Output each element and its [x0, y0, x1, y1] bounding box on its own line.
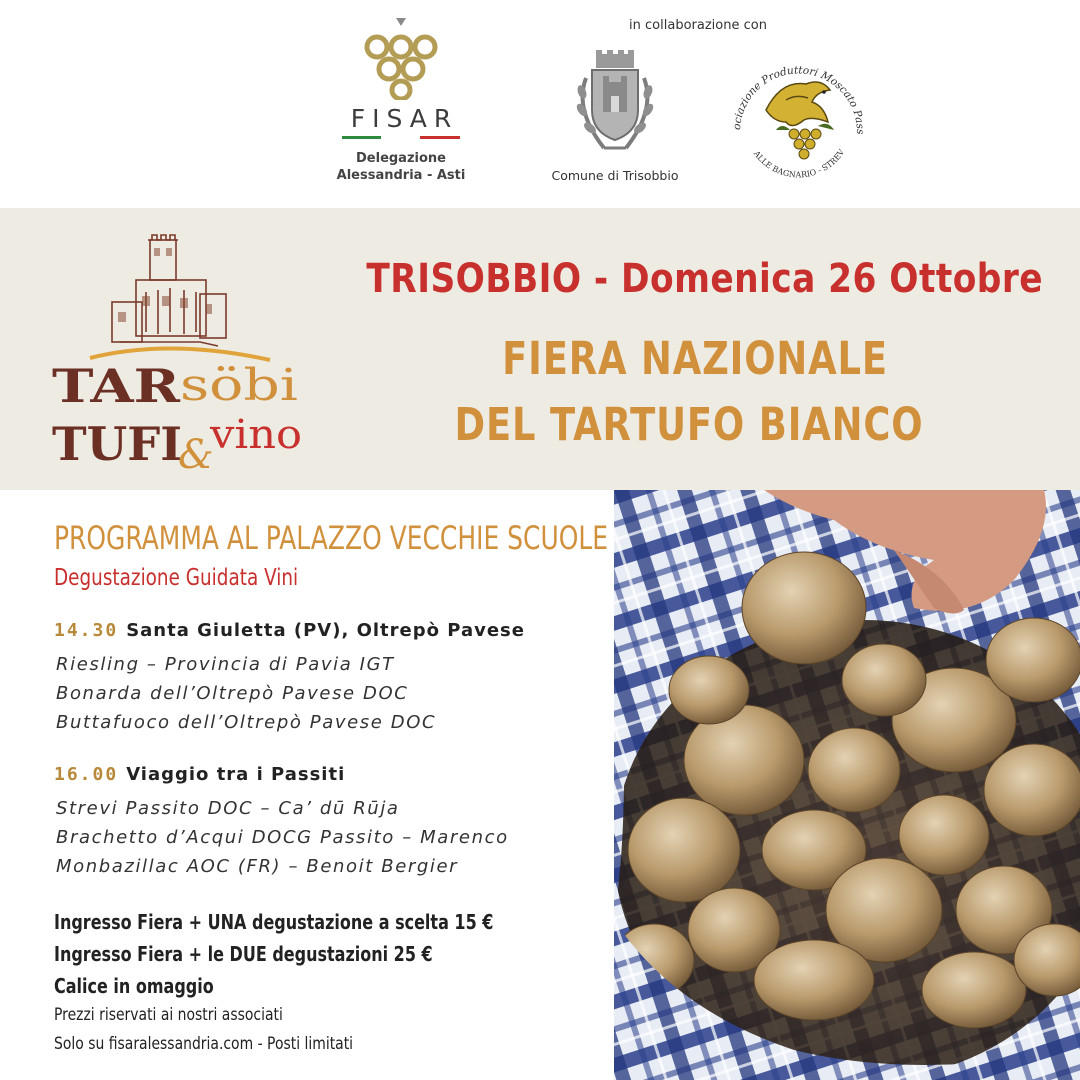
assoc-bottom-text: ALLE BAGNARIO - STREV [751, 147, 847, 180]
note-members: Prezzi riservati ai nostri associati [54, 1005, 283, 1025]
fiera-title-line-1: FIERA NAZIONALE [502, 332, 888, 385]
slot-2-wine-3: Monbazillac AOC (FR) – Benoit Bergier [56, 856, 459, 877]
logo-vino: vino [208, 412, 302, 458]
slot-2-wine-1: Strevi Passito DOC – Ca’ dū Rūja [56, 798, 400, 819]
price-line-1: Ingresso Fiera + UNA degustazione a scelta 15 € [54, 910, 494, 934]
logo-sobi: söbi [180, 360, 298, 411]
program-title: PROGRAMMA AL PALAZZO VECCHIE SCUOLE [54, 519, 609, 557]
assoc-top-text: ociazione Produttori Moscato Pass [730, 64, 867, 135]
logo-amp: & [178, 432, 214, 477]
collaboration-text: in collaborazione con [629, 18, 767, 33]
slot-2-heading [54, 764, 345, 785]
slot-1-title: Santa Giuletta (PV), Oltrepò Pavese [126, 620, 525, 641]
tartufi-sobi-vino-logo [50, 232, 310, 477]
comune-logo [545, 48, 685, 183]
header-logos [0, 0, 1080, 208]
eagle-grapes-emblem-icon [726, 50, 871, 195]
event-headline: TRISOBBIO - Domenica 26 Ottobre [366, 256, 1043, 302]
logo-tufi: TUFI [52, 417, 182, 471]
fisar-logo [330, 14, 472, 184]
comune-label: Comune di Trisobbio [551, 168, 679, 183]
coat-of-arms-icon [570, 48, 660, 160]
truffles-illustration [614, 490, 1080, 1080]
castle-tower-icon [50, 232, 310, 477]
slot-1-wine-3: Buttafuoco dell’Oltrepò Pavese DOC [56, 712, 437, 733]
program-subtitle: Degustazione Guidata Vini [54, 565, 299, 591]
slot-1-wine-1: Riesling – Provincia di Pavia IGT [56, 654, 395, 675]
slot-1-wine-2: Bonarda dell’Oltrepò Pavese DOC [56, 683, 409, 704]
white-truffles-basket-photo [614, 490, 1080, 1080]
slot-2-title: Viaggio tra i Passiti [126, 764, 346, 785]
slot-2-time: 16.00 [54, 764, 119, 785]
italian-flag-line [342, 136, 460, 139]
slot-1-time: 14.30 [54, 620, 119, 641]
logo-tar: TAR [52, 359, 181, 413]
slot-1-heading [54, 620, 525, 641]
price-line-2: Ingresso Fiera + le DUE degustazioni 25 € [54, 942, 433, 966]
grape-cluster-icon [361, 14, 441, 100]
slot-2-wine-2: Brachetto d’Acqui DOCG Passito – Marenco [56, 827, 509, 848]
association-emblem [726, 50, 871, 195]
delegation-line-2: Alessandria - Asti [336, 168, 466, 183]
fiera-title-line-2: DEL TARTUFO BIANCO [454, 398, 924, 451]
delegation-line-1: Delegazione [356, 151, 446, 166]
note-website: Solo su fisaralessandria.com - Posti limitati [54, 1034, 354, 1054]
fisar-name: FISAR [350, 104, 459, 133]
delegation-label [330, 150, 472, 184]
price-line-3: Calice in omaggio [54, 974, 214, 998]
